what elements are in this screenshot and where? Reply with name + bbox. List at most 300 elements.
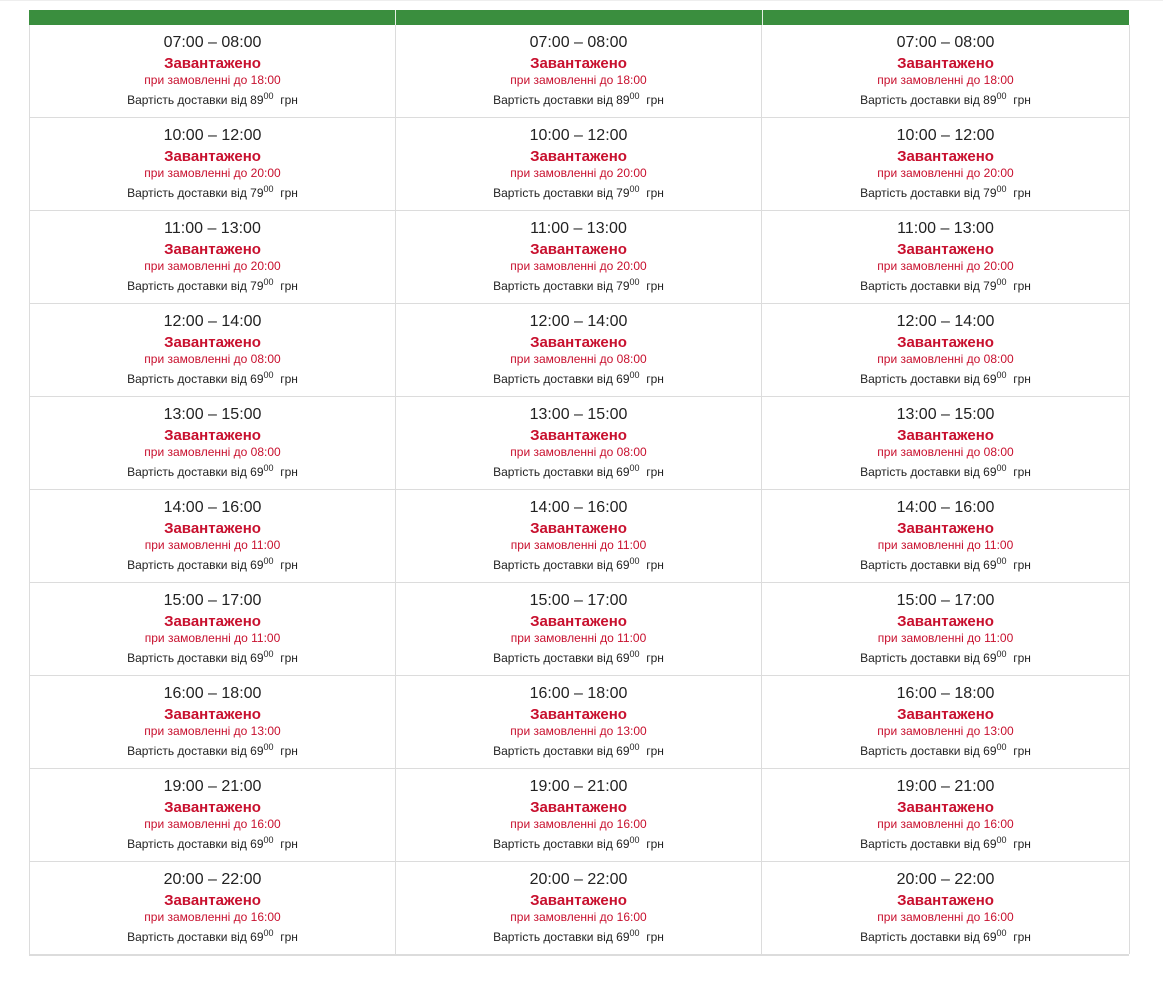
cost-currency: грн [646,651,664,665]
cost-price: 89 [983,93,997,107]
slot-deadline [762,538,1129,552]
deadline-prefix: при замовленні до [877,817,981,831]
delivery-slot[interactable] [396,211,762,304]
cost-price: 69 [616,651,630,665]
slot-time: 11:00 – 13:00 [164,220,261,237]
slot-cost [30,837,395,851]
slot-status: Завантажено [164,55,261,72]
slot-deadline [30,259,395,273]
slot-status: Завантажено [164,241,261,258]
deadline-time: 18:00 [983,73,1014,87]
deadline-prefix: при замовленні до [510,259,614,273]
cost-prefix: Вартість доставки від [127,558,247,572]
cost-price: 69 [983,372,997,386]
cost-price: 69 [250,372,264,386]
cost-prefix: Вартість доставки від [127,837,247,851]
cost-currency: грн [1013,93,1031,107]
deadline-time: 11:00 [617,538,647,552]
slot-status: Завантажено [897,892,994,909]
slot-time: 07:00 – 08:00 [896,34,995,51]
slot-deadline [30,817,395,831]
slot-cost [396,744,761,758]
cost-kopecks: 00 [263,742,274,752]
deadline-prefix: при замовленні до [144,73,248,87]
cost-price: 69 [250,930,264,944]
slot-cost [30,558,395,572]
cost-prefix: Вартість доставки від [860,558,980,572]
delivery-slot[interactable] [762,583,1130,676]
slot-cost [30,372,395,386]
cost-prefix: Вартість доставки від [860,651,980,665]
cost-kopecks: 00 [629,649,640,659]
deadline-time: 16:00 [983,817,1014,831]
slot-deadline [762,910,1129,924]
deadline-prefix: при замовленні до [877,538,981,552]
cost-currency: грн [280,93,298,107]
deadline-time: 08:00 [250,445,281,459]
slot-time: 13:00 – 15:00 [163,406,262,423]
slot-cost [762,372,1129,386]
delivery-slot[interactable] [396,769,762,862]
deadline-prefix: при замовленні до [144,259,248,273]
cost-currency: грн [646,744,664,758]
slot-time: 19:00 – 21:00 [529,778,628,795]
deadline-time: 20:00 [616,259,647,273]
deadline-prefix: при замовленні до [510,166,614,180]
delivery-slot[interactable] [396,583,762,676]
slot-cost [396,279,761,293]
deadline-prefix: при замовленні до [877,73,981,87]
delivery-slot[interactable] [30,211,396,304]
deadline-prefix: при замовленні до [144,910,248,924]
slot-deadline [762,445,1129,459]
slot-deadline [762,631,1129,645]
deadline-time: 08:00 [983,445,1014,459]
day-header-row [29,10,1129,25]
slot-deadline [396,817,761,831]
deadline-prefix: при замовленні до [877,910,981,924]
slot-status: Завантажено [897,799,994,816]
cost-kopecks: 00 [263,91,274,101]
slot-time: 14:00 – 16:00 [163,499,262,516]
slot-deadline [396,445,761,459]
cost-prefix: Вартість доставки від [127,372,247,386]
deadline-prefix: при замовленні до [510,724,614,738]
cost-currency: грн [280,930,298,944]
slot-time: 10:00 – 12:00 [163,127,262,144]
cost-kopecks: 00 [629,742,640,752]
deadline-time: 11:00 [617,631,647,645]
deadline-time: 11:00 [251,631,281,645]
deadline-time: 13:00 [250,724,281,738]
cost-kopecks: 00 [263,649,274,659]
cost-kopecks: 00 [996,184,1007,194]
deadline-time: 20:00 [250,259,281,273]
cost-currency: грн [280,744,298,758]
deadline-time: 13:00 [983,724,1014,738]
cost-currency: грн [646,930,664,944]
cost-kopecks: 00 [996,556,1007,566]
slot-status: Завантажено [530,55,627,72]
slot-time: 15:00 – 17:00 [163,592,262,609]
delivery-slot[interactable] [762,490,1130,583]
slot-status: Завантажено [164,799,261,816]
slot-time: 10:00 – 12:00 [896,127,995,144]
cost-kopecks: 00 [629,463,640,473]
cost-prefix: Вартість доставки від [493,930,613,944]
slot-time: 16:00 – 18:00 [896,685,995,702]
cost-kopecks: 00 [263,463,274,473]
deadline-prefix: при замовленні до [510,910,614,924]
deadline-prefix: при замовленні до [877,631,981,645]
cost-prefix: Вартість доставки від [493,465,613,479]
delivery-slot[interactable] [762,25,1130,118]
delivery-slot[interactable] [396,397,762,490]
slot-status: Завантажено [897,706,994,723]
delivery-slot[interactable] [396,862,762,954]
slot-deadline [396,910,761,924]
slot-cost [30,744,395,758]
delivery-slot[interactable] [30,862,396,954]
cost-kopecks: 00 [996,649,1007,659]
cost-price: 79 [616,186,630,200]
cost-price: 79 [983,186,997,200]
cost-price: 89 [250,93,264,107]
cost-kopecks: 00 [263,928,274,938]
slot-cost [762,558,1129,572]
slot-cost [396,186,761,200]
cost-prefix: Вартість доставки від [860,93,980,107]
deadline-prefix: при замовленні до [510,73,614,87]
slot-deadline [396,724,761,738]
slot-time: 14:00 – 16:00 [896,499,995,516]
slot-time: 16:00 – 18:00 [529,685,628,702]
cost-kopecks: 00 [996,91,1007,101]
slot-status: Завантажено [530,334,627,351]
slot-time: 11:00 – 13:00 [897,220,994,237]
deadline-prefix: при замовленні до [144,445,248,459]
deadline-prefix: при замовленні до [877,259,981,273]
slot-cost [396,651,761,665]
cost-currency: грн [280,558,298,572]
delivery-slot[interactable] [30,583,396,676]
cost-kopecks: 00 [629,277,640,287]
cost-currency: грн [1013,930,1031,944]
slot-time: 12:00 – 14:00 [896,313,995,330]
delivery-slot[interactable] [396,304,762,397]
slot-time: 15:00 – 17:00 [529,592,628,609]
slot-grid [29,25,1129,956]
slot-deadline [30,631,395,645]
slot-time: 19:00 – 21:00 [163,778,262,795]
cost-prefix: Вартість доставки від [127,465,247,479]
cost-prefix: Вартість доставки від [860,372,980,386]
slot-cost [396,465,761,479]
day-header-1 [29,10,396,25]
deadline-time: 18:00 [250,73,281,87]
cost-currency: грн [280,651,298,665]
slot-cost [30,465,395,479]
cost-price: 69 [616,930,630,944]
cost-prefix: Вартість доставки від [493,558,613,572]
slot-time: 13:00 – 15:00 [529,406,628,423]
delivery-slot[interactable] [762,397,1130,490]
slot-status: Завантажено [530,892,627,909]
slot-cost [762,465,1129,479]
slot-deadline [30,538,395,552]
deadline-time: 08:00 [616,445,647,459]
slot-time: 20:00 – 22:00 [163,871,262,888]
delivery-slot[interactable] [762,211,1130,304]
slot-cost [396,837,761,851]
slot-cost [396,930,761,944]
deadline-prefix: при замовленні до [144,724,248,738]
delivery-slot[interactable] [762,304,1130,397]
deadline-time: 11:00 [984,631,1014,645]
cost-price: 79 [983,279,997,293]
deadline-prefix: при замовленні до [510,538,614,552]
slot-status: Завантажено [164,613,261,630]
cost-kopecks: 00 [996,463,1007,473]
slot-cost [762,744,1129,758]
cost-currency: грн [1013,837,1031,851]
cost-prefix: Вартість доставки від [493,93,613,107]
slot-cost [30,279,395,293]
deadline-time: 08:00 [983,352,1014,366]
cost-prefix: Вартість доставки від [127,186,247,200]
cost-kopecks: 00 [629,91,640,101]
cost-prefix: Вартість доставки від [860,930,980,944]
cost-prefix: Вартість доставки від [127,651,247,665]
cost-price: 69 [250,744,264,758]
slot-cost [396,93,761,107]
cost-currency: грн [280,837,298,851]
cost-kopecks: 00 [996,835,1007,845]
cost-prefix: Вартість доставки від [493,651,613,665]
slot-deadline [30,166,395,180]
slot-time: 12:00 – 14:00 [163,313,262,330]
slot-status: Завантажено [897,427,994,444]
slot-cost [762,93,1129,107]
deadline-time: 16:00 [983,910,1014,924]
deadline-prefix: при замовленні до [144,817,248,831]
delivery-slot[interactable] [30,25,396,118]
slot-status: Завантажено [897,55,994,72]
cost-price: 79 [250,186,264,200]
deadline-prefix: при замовленні до [144,631,248,645]
cost-price: 69 [616,837,630,851]
cost-price: 69 [616,465,630,479]
slot-cost [762,186,1129,200]
cost-prefix: Вартість доставки від [860,465,980,479]
slot-deadline [396,538,761,552]
delivery-slot[interactable] [762,676,1130,769]
deadline-prefix: при замовленні до [877,166,981,180]
delivery-slot[interactable] [396,25,762,118]
deadline-time: 20:00 [616,166,647,180]
slot-cost [30,930,395,944]
slot-status: Завантажено [530,520,627,537]
deadline-time: 11:00 [984,538,1014,552]
cost-kopecks: 00 [996,277,1007,287]
cost-prefix: Вартість доставки від [493,372,613,386]
cost-prefix: Вартість доставки від [860,744,980,758]
slot-deadline [396,352,761,366]
slot-cost [396,558,761,572]
slot-deadline [762,352,1129,366]
slot-cost [396,372,761,386]
slot-status: Завантажено [164,334,261,351]
cost-currency: грн [1013,279,1031,293]
cost-prefix: Вартість доставки від [127,930,247,944]
cost-currency: грн [1013,465,1031,479]
slot-status: Завантажено [530,241,627,258]
cost-prefix: Вартість доставки від [493,279,613,293]
cost-kopecks: 00 [996,370,1007,380]
deadline-time: 20:00 [250,166,281,180]
cost-kopecks: 00 [629,184,640,194]
cost-prefix: Вартість доставки від [127,279,247,293]
slot-deadline [396,166,761,180]
deadline-prefix: при замовленні до [510,817,614,831]
delivery-schedule-table [29,10,1129,956]
cost-kopecks: 00 [263,370,274,380]
delivery-slot[interactable] [396,118,762,211]
cost-prefix: Вартість доставки від [860,279,980,293]
slot-cost [762,279,1129,293]
slot-deadline [30,724,395,738]
slot-deadline [30,445,395,459]
cost-currency: грн [646,186,664,200]
cost-price: 69 [983,465,997,479]
slot-time: 16:00 – 18:00 [163,685,262,702]
day-header-3 [763,10,1129,25]
slot-deadline [762,73,1129,87]
cost-currency: грн [280,279,298,293]
slot-status: Завантажено [164,427,261,444]
slot-deadline [396,259,761,273]
top-divider [0,0,1163,1]
slot-status: Завантажено [897,520,994,537]
slot-cost [30,93,395,107]
deadline-time: 20:00 [983,166,1014,180]
slot-cost [762,930,1129,944]
slot-time: 20:00 – 22:00 [529,871,628,888]
cost-price: 69 [616,372,630,386]
slot-status: Завантажено [530,706,627,723]
delivery-slot[interactable] [762,862,1130,954]
delivery-slot[interactable] [762,118,1130,211]
slot-status: Завантажено [897,148,994,165]
delivery-slot[interactable] [396,490,762,583]
cost-price: 69 [983,744,997,758]
slot-deadline [30,73,395,87]
delivery-slot[interactable] [762,769,1130,862]
slot-deadline [762,817,1129,831]
cost-price: 69 [250,558,264,572]
deadline-prefix: при замовленні до [877,352,981,366]
cost-kopecks: 00 [629,370,640,380]
cost-price: 79 [250,279,264,293]
cost-price: 69 [983,651,997,665]
cost-kopecks: 00 [629,835,640,845]
cost-currency: грн [646,837,664,851]
cost-prefix: Вартість доставки від [493,837,613,851]
cost-currency: грн [280,186,298,200]
cost-prefix: Вартість доставки від [127,93,247,107]
slot-status: Завантажено [530,613,627,630]
cost-price: 69 [250,837,264,851]
cost-currency: грн [280,465,298,479]
delivery-slot[interactable] [30,769,396,862]
slot-status: Завантажено [164,520,261,537]
deadline-time: 20:00 [983,259,1014,273]
deadline-prefix: при замовленні до [510,445,614,459]
deadline-time: 16:00 [250,817,281,831]
slot-deadline [30,910,395,924]
cost-price: 69 [250,651,264,665]
slot-time: 07:00 – 08:00 [163,34,262,51]
delivery-slot[interactable] [30,397,396,490]
slot-cost [30,186,395,200]
cost-price: 69 [616,744,630,758]
slot-deadline [762,259,1129,273]
deadline-prefix: при замовленні до [877,724,981,738]
delivery-slot[interactable] [30,304,396,397]
deadline-time: 18:00 [616,73,647,87]
delivery-slot[interactable] [30,676,396,769]
cost-kopecks: 00 [263,556,274,566]
slot-cost [762,651,1129,665]
cost-currency: грн [1013,372,1031,386]
slot-time: 12:00 – 14:00 [529,313,628,330]
deadline-time: 16:00 [250,910,281,924]
slot-deadline [396,631,761,645]
deadline-time: 08:00 [250,352,281,366]
cost-kopecks: 00 [263,184,274,194]
deadline-prefix: при замовленні до [510,631,614,645]
cost-kopecks: 00 [629,928,640,938]
delivery-slot[interactable] [30,118,396,211]
slot-time: 13:00 – 15:00 [896,406,995,423]
delivery-slot[interactable] [396,676,762,769]
cost-price: 69 [983,558,997,572]
cost-price: 69 [250,465,264,479]
slot-time: 19:00 – 21:00 [896,778,995,795]
cost-kopecks: 00 [996,928,1007,938]
cost-currency: грн [646,279,664,293]
slot-deadline [762,166,1129,180]
delivery-slot[interactable] [30,490,396,583]
cost-prefix: Вартість доставки від [493,744,613,758]
deadline-time: 11:00 [251,538,281,552]
deadline-time: 08:00 [616,352,647,366]
slot-status: Завантажено [164,148,261,165]
deadline-time: 16:00 [616,910,647,924]
cost-prefix: Вартість доставки від [127,744,247,758]
slot-cost [762,837,1129,851]
cost-prefix: Вартість доставки від [493,186,613,200]
cost-price: 79 [616,279,630,293]
slot-status: Завантажено [530,799,627,816]
cost-prefix: Вартість доставки від [860,837,980,851]
day-header-2 [396,10,763,25]
cost-currency: грн [1013,186,1031,200]
cost-price: 89 [616,93,630,107]
deadline-prefix: при замовленні до [144,352,248,366]
slot-cost [30,651,395,665]
deadline-prefix: при замовленні до [877,445,981,459]
